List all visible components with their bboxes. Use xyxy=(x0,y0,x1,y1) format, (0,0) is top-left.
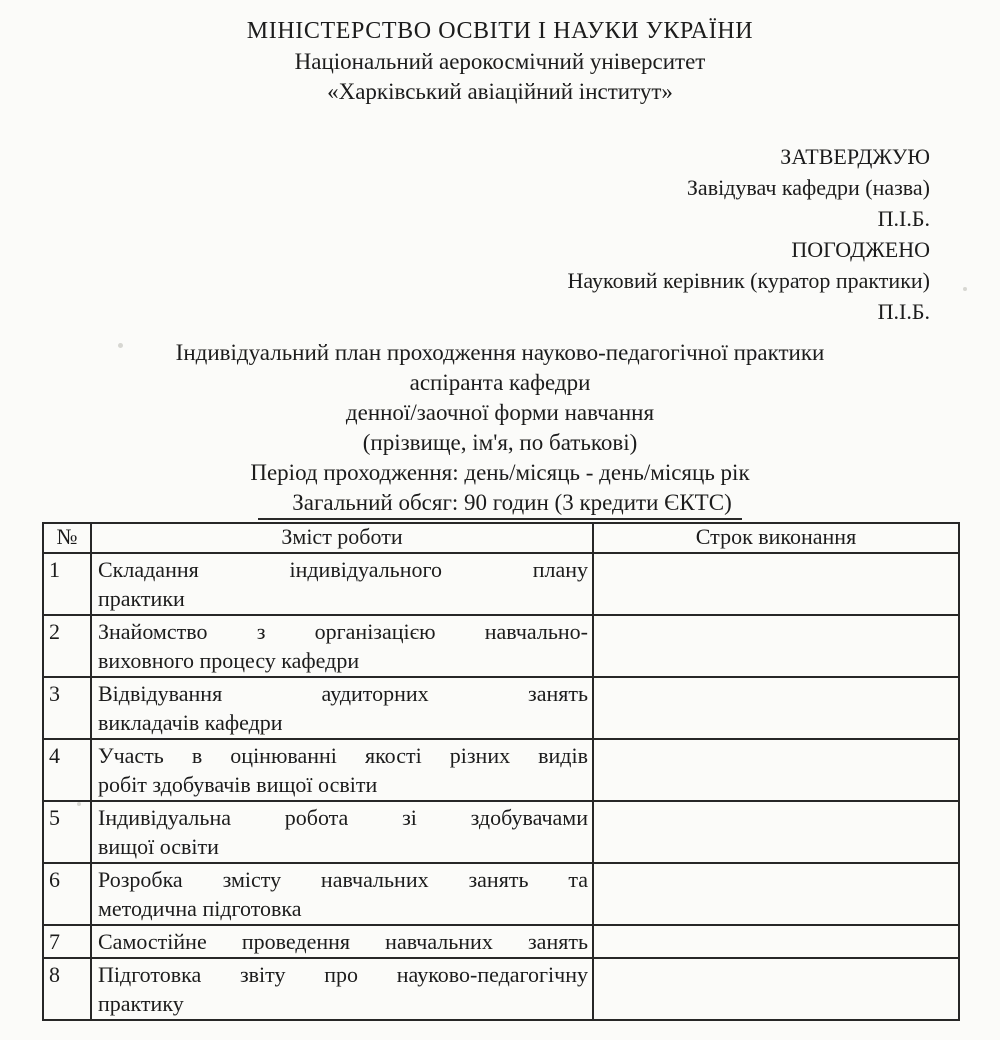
work-content-line: методична підготовка xyxy=(98,896,302,921)
table-row xyxy=(43,958,959,1020)
practice-plan-table xyxy=(42,522,960,1021)
ministry-header xyxy=(0,16,1000,107)
deadline-cell xyxy=(593,958,959,1020)
university-name: Національний аерокосмічний університет xyxy=(294,49,706,74)
work-content-line: Самостійне проведення навчальних занять xyxy=(98,929,588,954)
work-content-line: Складання індивідуального плану xyxy=(98,557,588,582)
document-subtitle-department: аспіранта кафедри xyxy=(409,370,591,395)
work-content-cell xyxy=(91,801,593,863)
work-content-cell xyxy=(91,863,593,925)
work-content-line: виховного процесу кафедри xyxy=(98,648,360,673)
work-content-cell xyxy=(91,553,593,615)
study-form-line: денної/заочної форми навчання xyxy=(345,400,655,425)
approve-role: Завідувач кафедри (назва) xyxy=(686,175,930,200)
row-number: 2 xyxy=(43,615,91,677)
work-content-line: Індивідуальна робота зі здобувачами xyxy=(98,805,588,830)
table-row xyxy=(43,677,959,739)
work-content-line: вищої освіти xyxy=(98,834,219,859)
agree-role: Науковий керівник (куратор практики) xyxy=(567,268,930,293)
document-title: Індивідуальний план проходження науково-педагогічної практики xyxy=(175,340,825,365)
column-header-deadline: Строк виконання xyxy=(593,523,959,553)
column-header-number: № xyxy=(43,523,91,553)
work-content-line: Участь в оцінюванні якості різних видів xyxy=(98,743,588,768)
work-content-line: практику xyxy=(98,991,184,1016)
row-number: 4 xyxy=(43,739,91,801)
row-number: 7 xyxy=(43,925,91,958)
institute-name: «Харківський авіаційний інститут» xyxy=(327,79,673,104)
row-number: 5 xyxy=(43,801,91,863)
work-content-cell xyxy=(91,615,593,677)
scan-speck xyxy=(963,287,967,291)
work-content-line: Знайомство з організацією навчально- xyxy=(98,619,588,644)
work-content-line: практики xyxy=(98,586,185,611)
work-content-line: Розробка змісту навчальних занять та xyxy=(98,867,588,892)
work-content-cell xyxy=(91,739,593,801)
approve-label: ЗАТВЕРДЖУЮ xyxy=(780,144,930,169)
deadline-cell xyxy=(593,677,959,739)
total-volume-underlined-text: Загальний обсяг: 90 годин (3 кредити ЄКТС) xyxy=(258,488,741,520)
document-title-block xyxy=(0,338,1000,520)
deadline-cell xyxy=(593,863,959,925)
approval-block xyxy=(0,141,1000,327)
work-content-line: Відвідування аудиторних занять xyxy=(98,681,588,706)
deadline-cell xyxy=(593,615,959,677)
row-number: 3 xyxy=(43,677,91,739)
work-content-cell xyxy=(91,677,593,739)
table-row xyxy=(43,739,959,801)
row-number: 8 xyxy=(43,958,91,1020)
table-row xyxy=(43,925,959,958)
table-row xyxy=(43,801,959,863)
work-content-cell xyxy=(91,958,593,1020)
row-number: 6 xyxy=(43,863,91,925)
column-header-content: Зміст роботи xyxy=(91,523,593,553)
name-placeholder-line: (прізвище, ім'я, по батькові) xyxy=(362,430,638,455)
deadline-cell xyxy=(593,553,959,615)
agree-label: ПОГОДЖЕНО xyxy=(791,237,930,262)
deadline-cell xyxy=(593,739,959,801)
table-row xyxy=(43,615,959,677)
deadline-cell xyxy=(593,925,959,958)
table-header-row xyxy=(43,523,959,553)
table-row xyxy=(43,553,959,615)
table-row xyxy=(43,863,959,925)
scan-speck xyxy=(77,802,81,806)
scan-speck xyxy=(118,343,123,348)
ministry-title: МІНІСТЕРСТВО ОСВІТИ І НАУКИ УКРАЇНИ xyxy=(246,18,754,44)
work-content-line: робіт здобувачів вищої освіти xyxy=(98,772,378,797)
total-volume-line xyxy=(0,488,1000,520)
work-content-line: викладачів кафедри xyxy=(98,710,283,735)
deadline-cell xyxy=(593,801,959,863)
approve-name-placeholder: П.І.Б. xyxy=(877,206,930,231)
agree-name-placeholder: П.І.Б. xyxy=(877,299,930,324)
row-number: 1 xyxy=(43,553,91,615)
work-content-line: Підготовка звіту про науково-педагогічну xyxy=(98,962,588,987)
work-content-cell xyxy=(91,925,593,958)
period-line: Період проходження: день/місяць - день/місяць рік xyxy=(250,460,750,485)
